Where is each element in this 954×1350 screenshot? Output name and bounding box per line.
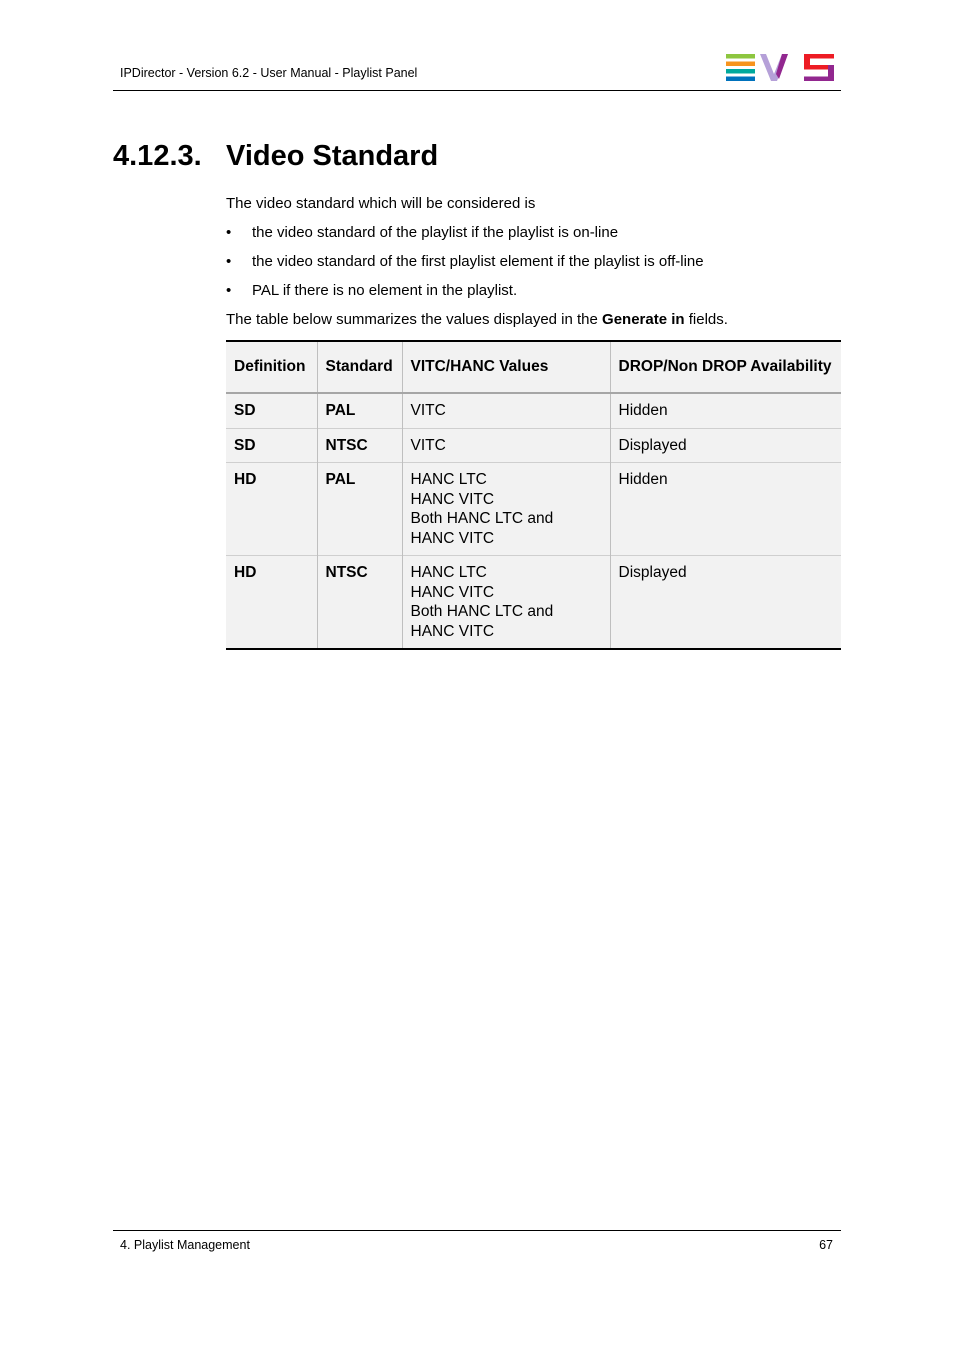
availability-cell: Displayed bbox=[610, 428, 841, 463]
bullet-icon: • bbox=[226, 224, 232, 241]
bullet-icon: • bbox=[226, 253, 232, 270]
availability-cell: Displayed bbox=[610, 556, 841, 650]
list-item: • the video standard of the playlist if the playlist is on-line bbox=[226, 224, 619, 241]
table-row bbox=[226, 463, 841, 556]
column-header-definition: Definition bbox=[226, 341, 317, 393]
values-cell: HANC LTC HANC VITC Both HANC LTC and HANC VITC bbox=[402, 463, 610, 556]
table-row bbox=[226, 393, 841, 428]
running-header: IPDirector - Version 6.2 - User Manual - Playlist Panel bbox=[120, 66, 418, 80]
footer-chapter: 4. Playlist Management bbox=[120, 1238, 250, 1252]
generate-in-term: Generate in bbox=[602, 311, 685, 328]
column-header-values: VITC/HANC Values bbox=[402, 341, 610, 393]
bullet-icon: • bbox=[226, 282, 232, 299]
definition-cell: HD bbox=[234, 564, 257, 581]
column-header-availability: DROP/Non DROP Availability bbox=[610, 341, 841, 393]
section-title: Video Standard bbox=[226, 140, 439, 172]
definition-cell: SD bbox=[234, 402, 256, 419]
header-divider bbox=[113, 90, 841, 91]
standard-cell: NTSC bbox=[317, 556, 402, 650]
summary-paragraph: The table below summarizes the values displayed in the Generate in fields. bbox=[226, 311, 728, 328]
table-header-row bbox=[226, 341, 841, 393]
column-header-standard: Standard bbox=[317, 341, 402, 393]
standard-cell: PAL bbox=[317, 463, 402, 556]
values-cell: VITC bbox=[402, 428, 610, 463]
standard-cell: NTSC bbox=[317, 428, 402, 463]
page-number: 67 bbox=[819, 1238, 833, 1252]
video-standard-table bbox=[226, 340, 841, 650]
table-row bbox=[226, 428, 841, 463]
intro-paragraph: The video standard which will be considered is bbox=[226, 195, 536, 212]
availability-cell: Hidden bbox=[610, 393, 841, 428]
footer-divider bbox=[113, 1230, 841, 1231]
values-cell: HANC LTC HANC VITC Both HANC LTC and HANC VITC bbox=[402, 556, 610, 650]
section-number: 4.12.3. bbox=[113, 140, 202, 172]
definition-cell: HD bbox=[234, 471, 257, 488]
bullet-list bbox=[226, 224, 704, 311]
list-item: • PAL if there is no element in the playlist. bbox=[226, 282, 518, 299]
section-heading bbox=[113, 140, 438, 173]
values-cell: VITC bbox=[402, 393, 610, 428]
standard-cell: PAL bbox=[317, 393, 402, 428]
list-item: • the video standard of the first playlist element if the playlist is off-line bbox=[226, 253, 704, 270]
definition-cell: SD bbox=[234, 436, 256, 454]
evs-logo bbox=[726, 54, 834, 81]
table-row bbox=[226, 556, 841, 650]
availability-cell: Hidden bbox=[610, 463, 841, 556]
